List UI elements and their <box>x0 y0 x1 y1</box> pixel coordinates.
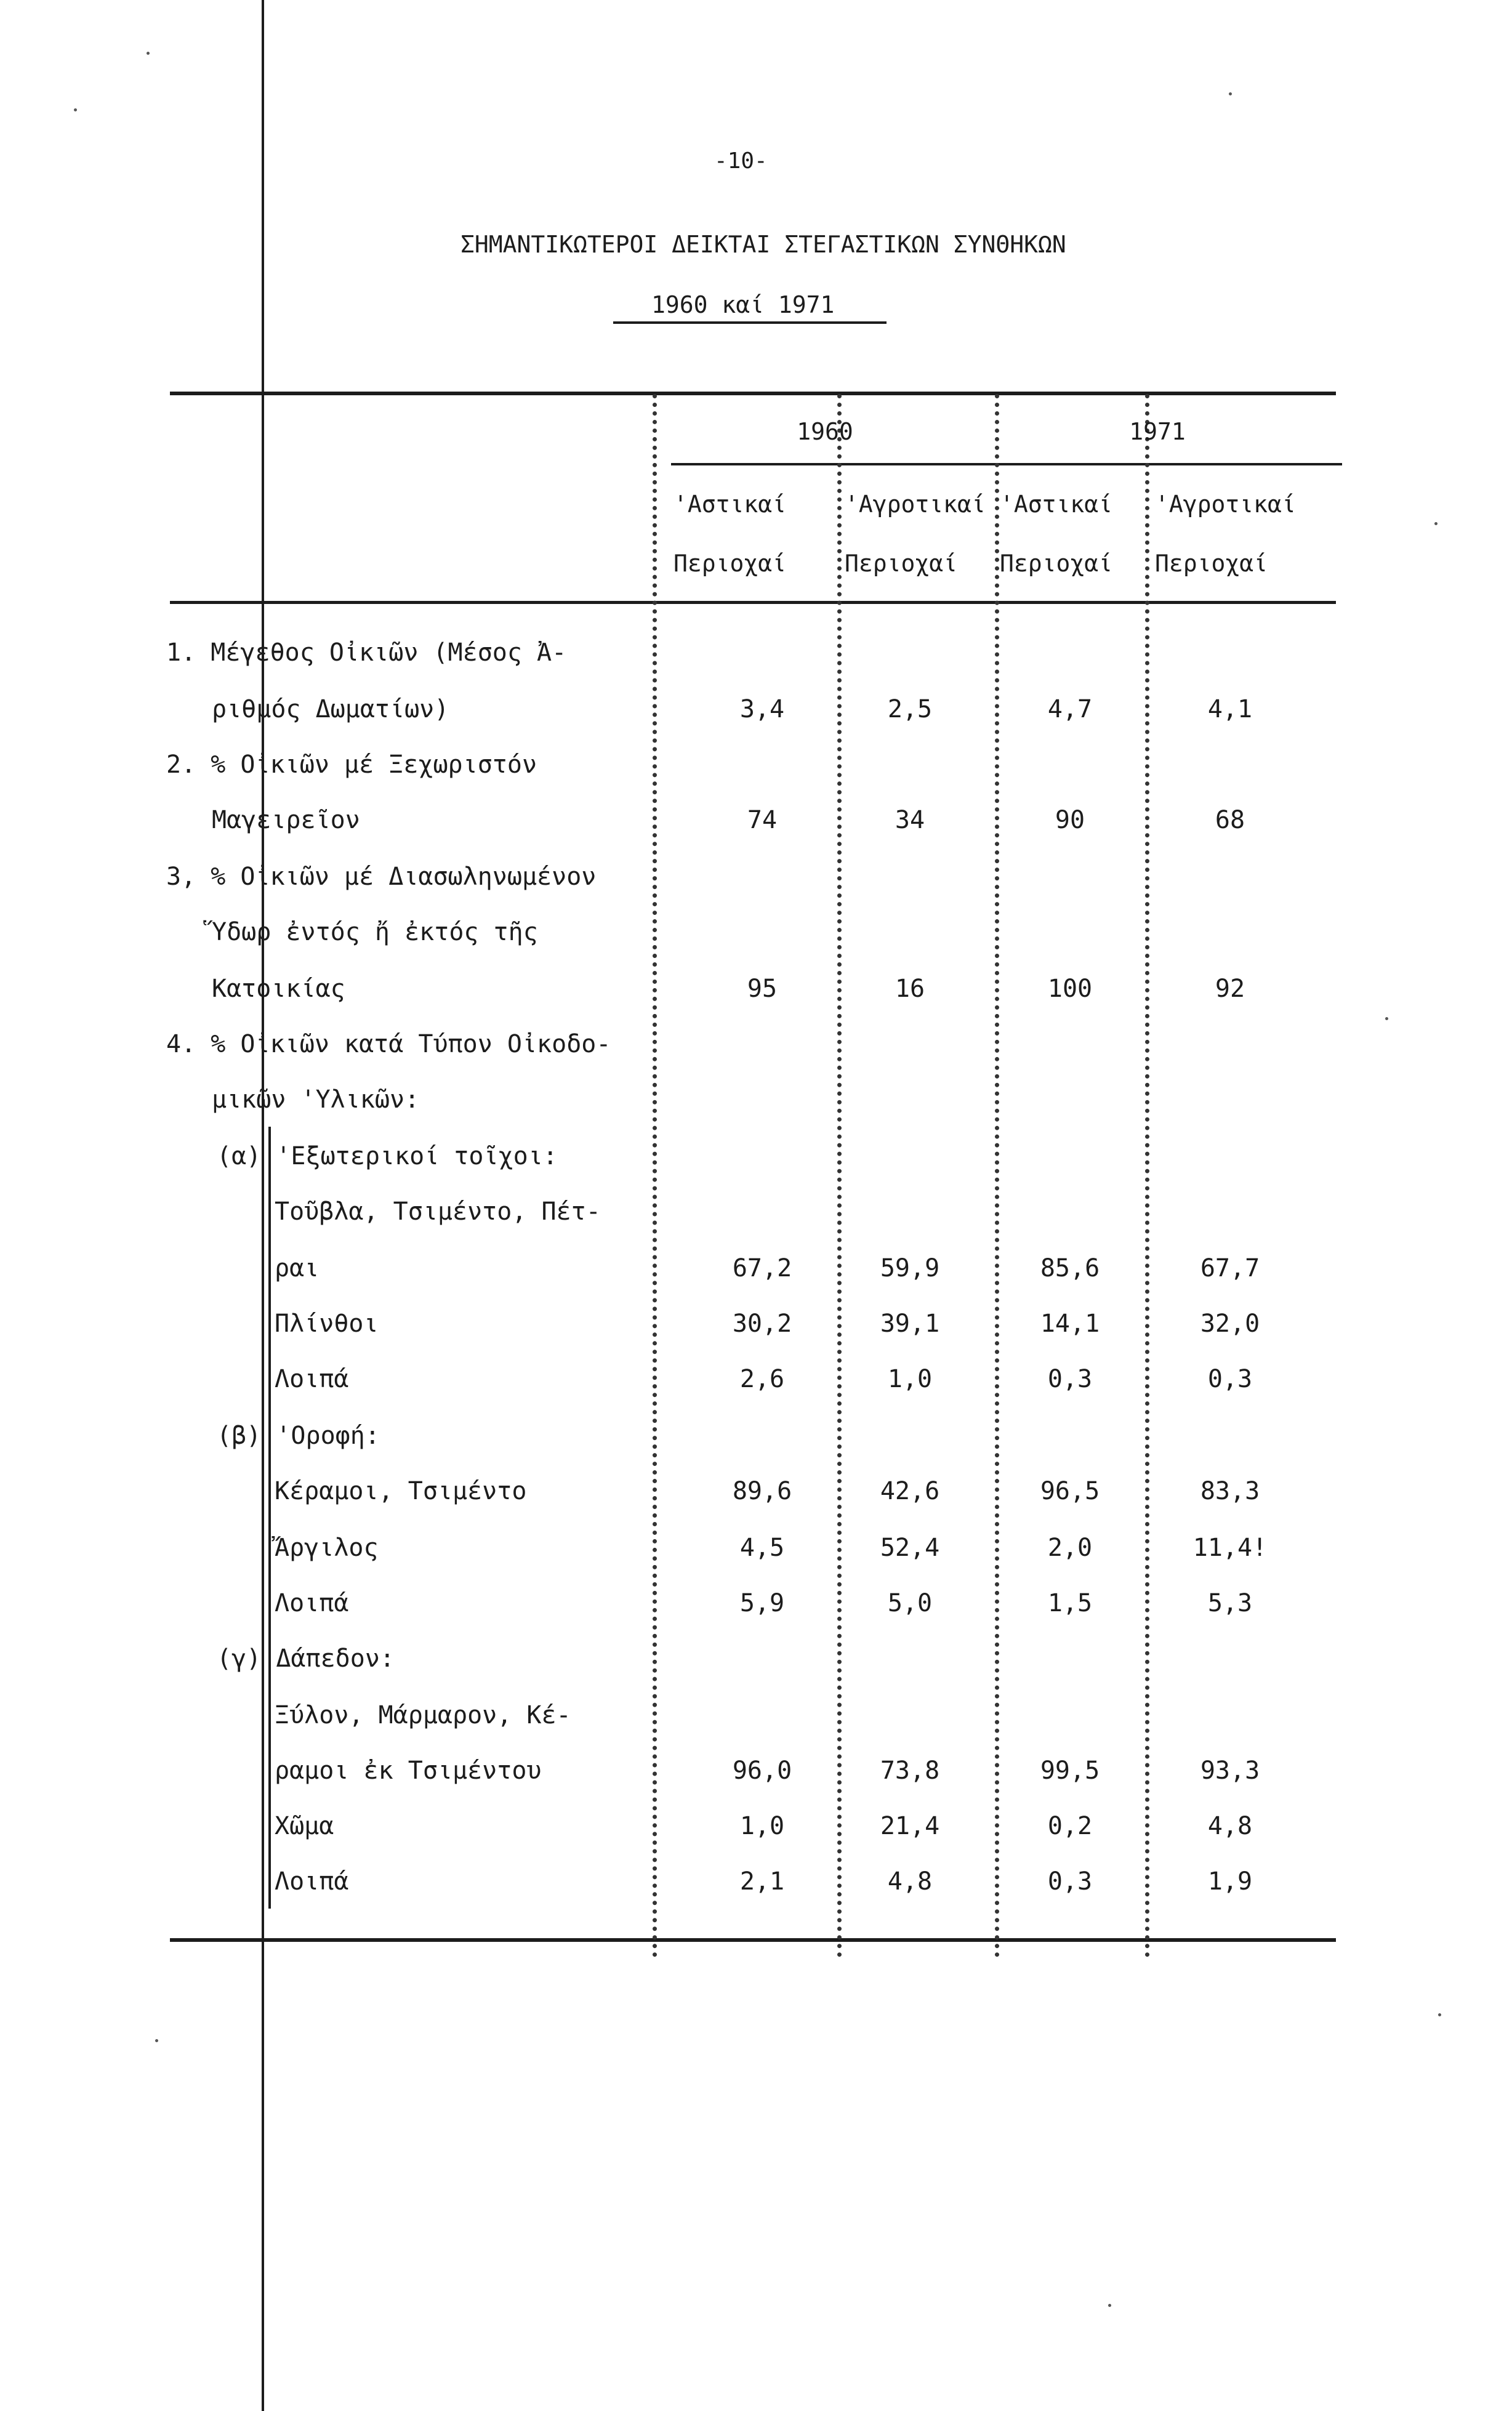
table-cell: 52,4 <box>880 1534 940 1562</box>
table-cell: 34 <box>895 806 925 834</box>
row-label: 3, % Οἰκιῶν μέ Διασωληνωμένον <box>166 863 597 891</box>
table-cell: 2,1 <box>739 1867 785 1896</box>
row-label: Λοιπά <box>275 1589 349 1617</box>
row-label: Ἄργιλος <box>275 1534 379 1562</box>
col-header-2-line1: 'Αγροτικαί <box>845 491 986 518</box>
table-cell: 3,4 <box>739 695 785 723</box>
table-cell: 39,1 <box>880 1310 940 1338</box>
col-header-3-line2: Περιοχαί <box>1000 550 1113 577</box>
row-label: Ὕδωρ ἐντός ἤ ἐκτός τῆς <box>212 918 538 946</box>
table-cell: 32,0 <box>1200 1310 1260 1338</box>
col-header-2-line2: Περιοχαί <box>845 550 958 577</box>
left-margin-line <box>262 0 264 2411</box>
row-label: Μαγειρεῖον <box>212 806 360 834</box>
table-cell: 2,5 <box>887 695 933 723</box>
row-label: Λοιπά <box>275 1365 349 1393</box>
col-header-3-line1: 'Αστικαί <box>1000 491 1113 518</box>
row-label: μικῶν 'Υλικῶν: <box>212 1085 420 1114</box>
table-cell: 5,0 <box>887 1589 933 1617</box>
table-cell: 2,6 <box>739 1365 785 1393</box>
col-header-4-line2: Περιοχαί <box>1155 550 1268 577</box>
table-cell: 4,1 <box>1207 695 1253 723</box>
table-cell: 0,2 <box>1047 1812 1093 1840</box>
table-cell: 5,9 <box>739 1589 785 1617</box>
table-cell: 99,5 <box>1040 1757 1100 1785</box>
scan-speck <box>155 2039 158 2042</box>
table-cell: 93,3 <box>1200 1757 1260 1785</box>
year-rule <box>671 463 1342 465</box>
table-cell: 21,4 <box>880 1812 940 1840</box>
scan-speck <box>1434 522 1438 525</box>
table-cell: 16 <box>895 975 925 1003</box>
table-cell: 83,3 <box>1200 1477 1260 1505</box>
table-cell: 73,8 <box>880 1757 940 1785</box>
column-divider-2 <box>837 394 842 1958</box>
scan-speck <box>1229 92 1232 95</box>
table-cell: 67,2 <box>732 1254 792 1282</box>
row-label: 1. Μέγεθος Οἰκιῶν (Μέσος Ἀ- <box>166 638 567 667</box>
scan-speck <box>74 108 77 111</box>
row-label: Πλίνθοι <box>275 1310 379 1338</box>
year-1960: 1960 <box>797 418 853 445</box>
row-label: Κέραμοι, Τσιμέντο <box>275 1477 527 1505</box>
row-label: 2. % Οἰκιῶν μέ Ξεχωριστόν <box>166 751 537 779</box>
row-label: (γ) Δάπεδον: <box>217 1644 395 1673</box>
row-label: 4. % Οἰκιῶν κατά Τύπον Οἰκοδο- <box>166 1030 611 1058</box>
year-1971: 1971 <box>1129 418 1186 445</box>
col-header-1-line2: Περιοχαί <box>674 550 787 577</box>
table-cell: 0,3 <box>1207 1365 1253 1393</box>
table-cell: 0,3 <box>1047 1867 1093 1896</box>
table-cell: 4,8 <box>1207 1812 1253 1840</box>
table-cell: 59,9 <box>880 1254 940 1282</box>
table-cell: 67,7 <box>1200 1254 1260 1282</box>
row-label: Χῶμα <box>275 1812 334 1840</box>
table-cell: 95 <box>747 975 778 1003</box>
row-label: ραμοι ἐκ Τσιμέντου <box>275 1757 542 1785</box>
table-cell: 0,3 <box>1047 1365 1093 1393</box>
table-cell: 14,1 <box>1040 1310 1100 1338</box>
scan-speck <box>1438 2013 1441 2016</box>
scan-speck <box>1108 2304 1111 2307</box>
table-bottom-rule <box>170 1938 1336 1942</box>
table-cell: 4,8 <box>887 1867 933 1896</box>
row-label: Ξύλον, Μάρμαρον, Κέ- <box>275 1701 571 1729</box>
column-divider-3 <box>995 394 999 1958</box>
row-label: Κατοικίας <box>212 975 345 1003</box>
row-label: ριθμός Δωματίων) <box>212 695 449 723</box>
row-label: Τοῦβλα, Τσιμέντο, Πέτ- <box>275 1197 601 1226</box>
table-cell: 5,3 <box>1207 1589 1253 1617</box>
row-label: Λοιπά <box>275 1867 349 1896</box>
row-label: (α) 'Εξωτερικοί τοῖχοι: <box>217 1142 558 1170</box>
page-title: ΣΗΜΑΝΤΙΚΩΤΕΡΟΙ ΔΕΙΚΤΑΙ ΣΤΕΓΑΣΤΙΚΩΝ ΣΥΝΘΗΚΩΝ <box>460 231 1066 258</box>
table-cell: 1,5 <box>1047 1589 1093 1617</box>
table-cell: 90 <box>1055 806 1085 834</box>
table-top-rule <box>170 392 1336 395</box>
table-cell: 4,5 <box>739 1534 785 1562</box>
table-cell: 68 <box>1215 806 1245 834</box>
table-cell: 1,0 <box>739 1812 785 1840</box>
table-cell: 2,0 <box>1047 1534 1093 1562</box>
row-label: (β) 'Οροφή: <box>217 1422 380 1450</box>
table-cell: 92 <box>1215 975 1245 1003</box>
table-cell: 96,0 <box>732 1757 792 1785</box>
table-cell: 30,2 <box>732 1310 792 1338</box>
column-divider-4 <box>1145 394 1149 1958</box>
table-cell: 11,4! <box>1192 1534 1268 1562</box>
table-cell: 89,6 <box>732 1477 792 1505</box>
subtitle-underline <box>613 321 887 324</box>
table-cell: 96,5 <box>1040 1477 1100 1505</box>
col-header-4-line1: 'Αγροτικαί <box>1155 491 1296 518</box>
table-cell: 85,6 <box>1040 1254 1100 1282</box>
row-label: ραι <box>275 1254 320 1282</box>
column-divider-1 <box>653 394 657 1958</box>
table-cell: 4,7 <box>1047 695 1093 723</box>
page-number: -10- <box>714 148 768 174</box>
table-cell: 1,9 <box>1207 1867 1253 1896</box>
scan-speck <box>1385 1017 1388 1020</box>
table-cell: 42,6 <box>880 1477 940 1505</box>
scan-speck <box>147 52 150 55</box>
page-subtitle: 1960 καί 1971 <box>651 291 835 318</box>
table-cell: 100 <box>1047 975 1093 1003</box>
col-header-1-line1: 'Αστικαί <box>674 491 787 518</box>
table-cell: 74 <box>747 806 778 834</box>
header-bottom-rule <box>170 601 1336 604</box>
label-inner-line <box>268 1127 271 1909</box>
table-cell: 1,0 <box>887 1365 933 1393</box>
